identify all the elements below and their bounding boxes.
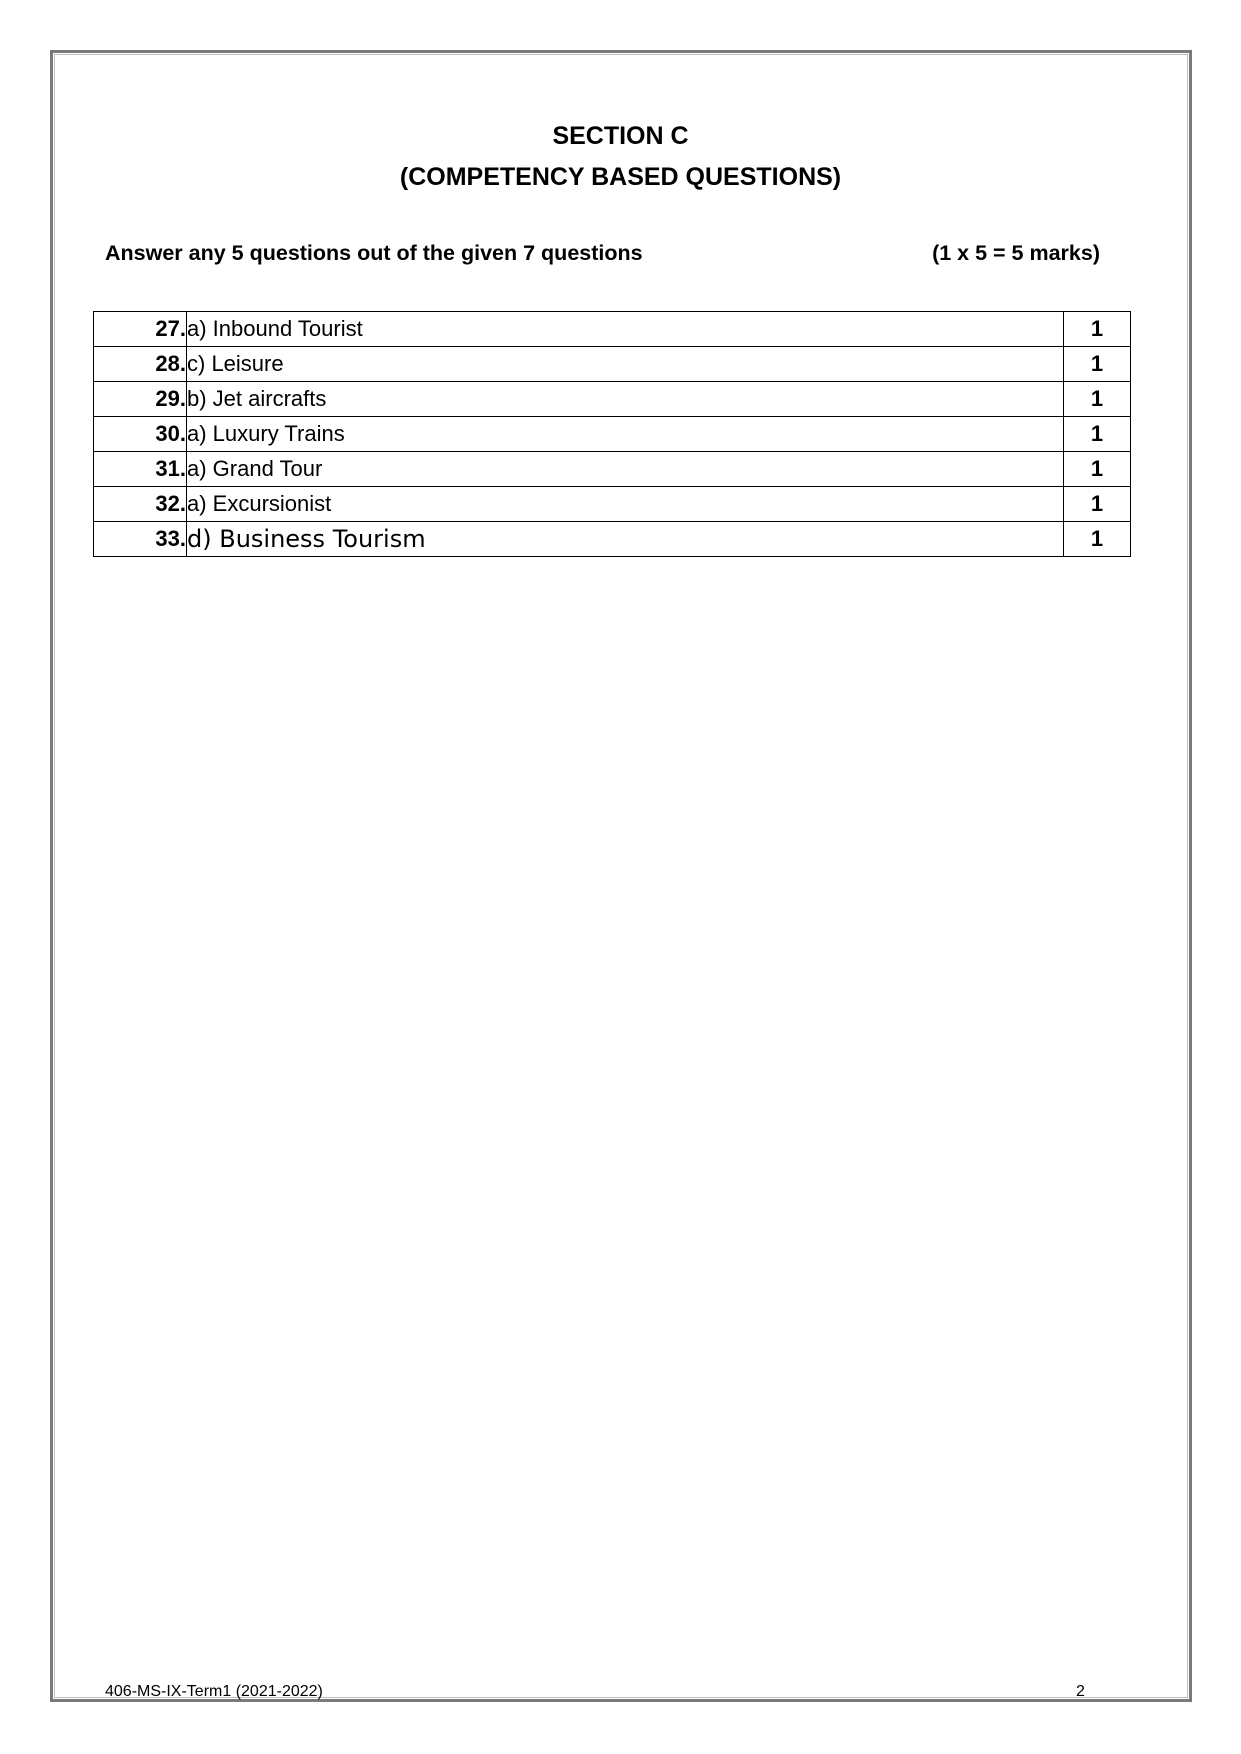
answer-marks: 1: [1064, 487, 1131, 522]
question-number: 31.: [94, 452, 187, 487]
table-row: [94, 522, 1131, 557]
question-number: 28.: [94, 347, 187, 382]
answer-text: c) Leisure: [187, 347, 1064, 382]
answer-text: b) Jet aircrafts: [187, 382, 1064, 417]
table-row: [94, 382, 1131, 417]
answer-text: a) Grand Tour: [187, 452, 1064, 487]
question-number: 27.: [94, 312, 187, 347]
question-number: 32.: [94, 487, 187, 522]
answer-marks: 1: [1064, 417, 1131, 452]
section-title: SECTION C: [552, 122, 689, 150]
answer-marks: 1: [1064, 347, 1131, 382]
page-border-inner: [54, 54, 1188, 1698]
section-subtitle: (COMPETENCY BASED QUESTIONS): [399, 163, 842, 191]
question-number: 30.: [94, 417, 187, 452]
question-number: 33.: [94, 522, 187, 557]
table-row: [94, 452, 1131, 487]
answer-text: a) Inbound Tourist: [187, 312, 1064, 347]
table-row: [94, 417, 1131, 452]
table-row: [94, 487, 1131, 522]
instruction-marks: (1 x 5 = 5 marks): [932, 241, 1100, 265]
answer-text: d) Business Tourism: [187, 522, 1064, 557]
answer-marks: 1: [1064, 452, 1131, 487]
answer-table: [93, 311, 1131, 557]
table-row: [94, 312, 1131, 347]
answer-marks: 1: [1064, 522, 1131, 557]
answer-text: a) Luxury Trains: [187, 417, 1064, 452]
answer-marks: 1: [1064, 382, 1131, 417]
table-row: [94, 347, 1131, 382]
answer-text: a) Excursionist: [187, 487, 1064, 522]
answer-marks: 1: [1064, 312, 1131, 347]
footer-page-number: 2: [1076, 1683, 1085, 1700]
instruction-text: Answer any 5 questions out of the given 7 questions: [105, 241, 643, 265]
footer-document-code: 406-MS-IX-Term1 (2021-2022): [105, 1683, 323, 1700]
question-number: 29.: [94, 382, 187, 417]
